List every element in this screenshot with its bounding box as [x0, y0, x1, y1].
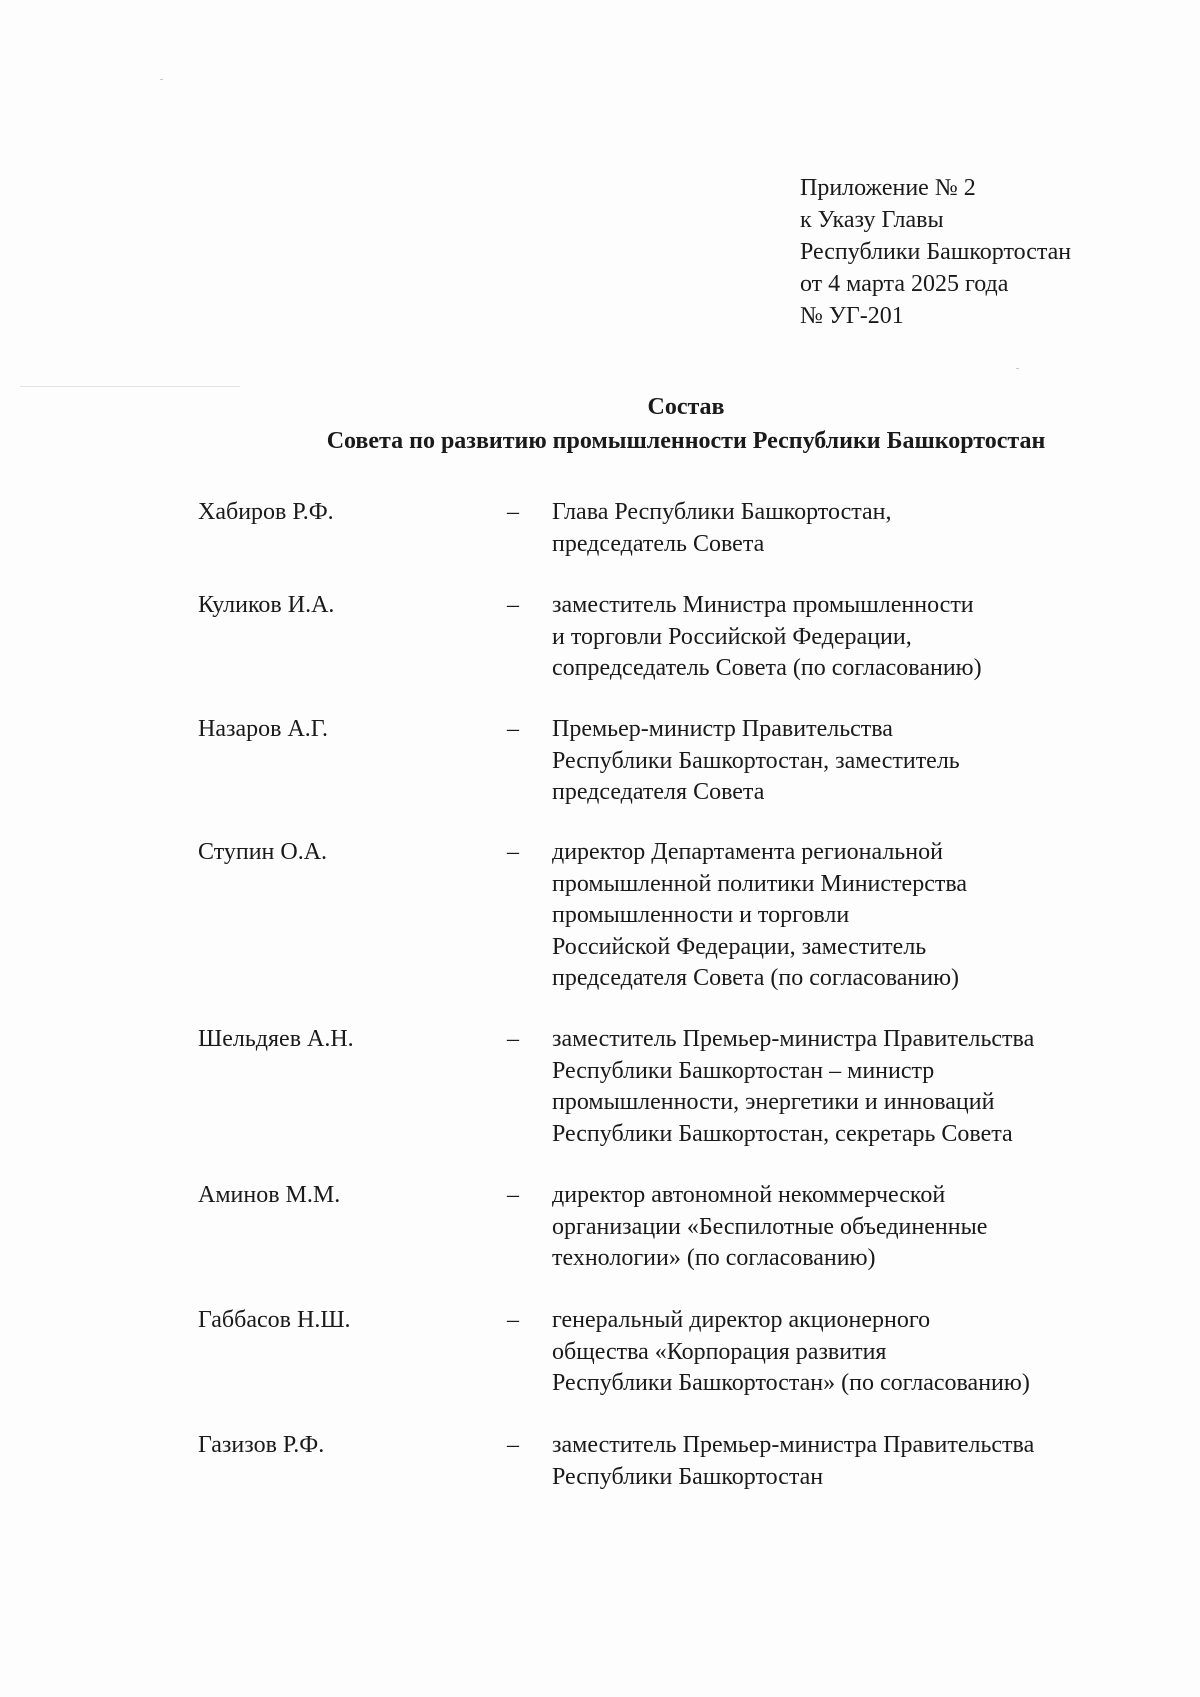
member-name: Аминов М.М.	[198, 1182, 341, 1208]
role-line: директор автономной некоммерческой	[552, 1182, 946, 1208]
member-dash: –	[507, 716, 519, 742]
member-name: Назаров А.Г.	[198, 716, 328, 742]
role-line: технологии» (по согласованию)	[552, 1245, 876, 1271]
member-role	[552, 497, 1112, 560]
member-role	[552, 714, 1112, 809]
role-line: промышленности, энергетики и инноваций	[552, 1089, 995, 1115]
title-heading: Состав	[647, 394, 725, 420]
member-name: Газизов Р.Ф.	[198, 1432, 325, 1458]
role-line: директор Департамента региональной	[552, 839, 943, 865]
member-dash: –	[507, 1432, 519, 1458]
role-line: Республики Башкортостан	[552, 1463, 824, 1490]
member-dash: –	[507, 839, 519, 865]
member-role	[552, 1430, 1112, 1493]
member-dash: –	[507, 1182, 519, 1208]
member-name: Ступин О.А.	[198, 839, 328, 865]
role-line: Республики Башкортостан, заместитель	[552, 747, 960, 774]
role-line: заместитель Министра промышленности	[552, 592, 974, 618]
member-role	[552, 1305, 1112, 1400]
member-role	[552, 837, 1112, 995]
role-line: заместитель Премьер-министра Правительства	[552, 1026, 1035, 1052]
role-line: организации «Беспилотные объединенные	[552, 1213, 988, 1240]
member-role	[552, 1024, 1112, 1150]
appendix-line: Республики Башкортостан	[800, 239, 1072, 265]
role-line: и торговли Российской Федерации,	[552, 623, 912, 650]
appendix-line: Приложение № 2	[800, 175, 976, 201]
title-subheading: Совета по развитию промышленности Республики Башкортостан	[326, 428, 1046, 454]
role-line: председателя Совета (по согласованию)	[552, 965, 960, 991]
role-line: Республики Башкортостан – министр	[552, 1057, 935, 1084]
member-name: Хабиров Р.Ф.	[198, 499, 334, 525]
role-line: сопредседатель Совета (по согласованию)	[552, 655, 982, 681]
appendix-header	[800, 172, 1071, 332]
member-dash: –	[507, 1307, 519, 1333]
member-role	[552, 1180, 1112, 1275]
role-line: общества «Корпорация развития	[552, 1338, 887, 1365]
appendix-line: от 4 марта 2025 года	[800, 271, 1009, 297]
role-line: Республики Башкортостан» (по согласованию)	[552, 1370, 1030, 1396]
role-line: Российской Федерации, заместитель	[552, 933, 927, 960]
member-name: Шельдяев А.Н.	[198, 1026, 354, 1052]
scan-speck	[1016, 368, 1019, 369]
appendix-line: к Указу Главы	[800, 207, 944, 233]
member-role	[552, 590, 1112, 685]
member-dash: –	[507, 499, 519, 525]
role-line: генеральный директор акционерного	[552, 1307, 931, 1333]
role-line: Глава Республики Башкортостан,	[552, 499, 892, 525]
member-name: Габбасов Н.Ш.	[198, 1307, 351, 1333]
appendix-line: № УГ-201	[800, 303, 904, 329]
member-dash: –	[507, 1026, 519, 1052]
role-line: председатель Совета	[552, 530, 765, 557]
role-line: заместитель Премьер-министра Правительства	[552, 1432, 1035, 1458]
role-line: Премьер-министр Правительства	[552, 716, 893, 742]
scan-speck	[20, 386, 240, 387]
role-line: председателя Совета	[552, 779, 765, 805]
role-line: промышленной политики Министерства	[552, 870, 967, 897]
scan-speck	[160, 79, 163, 80]
role-line: Республики Башкортостан, секретарь Совета	[552, 1120, 1013, 1147]
role-line: промышленности и торговли	[552, 902, 850, 928]
member-name: Куликов И.А.	[198, 592, 335, 618]
member-dash: –	[507, 592, 519, 618]
